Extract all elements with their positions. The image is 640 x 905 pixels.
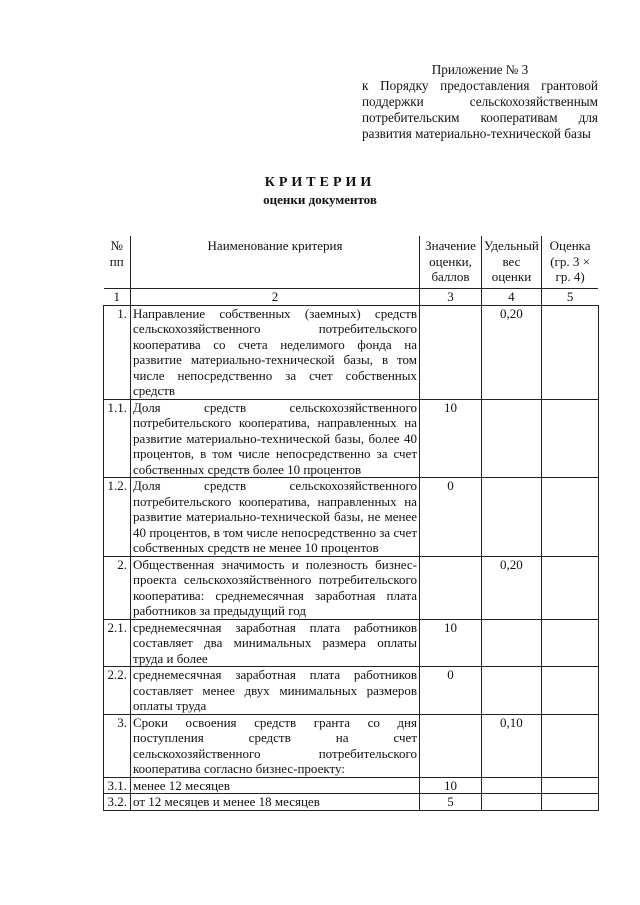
row-number: 3.2.	[104, 794, 131, 811]
weight-value	[482, 619, 542, 667]
table-row	[104, 619, 599, 667]
appendix-block	[362, 62, 598, 142]
column-number: 2	[131, 289, 420, 306]
column-number: 4	[482, 289, 542, 306]
column-number: 3	[420, 289, 482, 306]
document-subtitle: оценки документов	[263, 192, 377, 207]
weight-value	[482, 794, 542, 811]
weight-value: 0,20	[482, 305, 542, 399]
table-row	[104, 794, 599, 811]
row-number: 2.2.	[104, 667, 131, 715]
criterion-name: от 12 месяцев и менее 18 месяцев	[131, 794, 420, 811]
row-number: 1.2.	[104, 478, 131, 557]
row-number: 2.1.	[104, 619, 131, 667]
result-value	[541, 777, 598, 794]
column-number: 5	[541, 289, 598, 306]
table-row	[104, 399, 599, 478]
row-number: 2.	[104, 556, 131, 619]
result-value	[541, 794, 598, 811]
table-row	[104, 305, 599, 399]
weight-value: 0,20	[482, 556, 542, 619]
criterion-name: среднемесячная заработная плата работников составляет два минимальных размера оплаты труда и более	[131, 619, 420, 667]
criterion-name: среднемесячная заработная плата работников составляет менее двух минимальных размеров оплаты труда	[131, 667, 420, 715]
row-number: 3.	[104, 714, 131, 777]
result-value	[541, 714, 598, 777]
appendix-text: к Порядку предоставления грантовой поддержки сельскохозяйственным потребительским кооперативам для развития материально-технической базы	[362, 78, 598, 141]
result-value	[541, 556, 598, 619]
weight-value: 0,10	[482, 714, 542, 777]
criterion-name: Направление собственных (заемных) средств сельскохозяйственного потребительского кооператива со счета неделимого фонда на развитие материально-технической базы, в том числе непосредственно за счет собственных средств	[131, 305, 420, 399]
score-value	[420, 556, 482, 619]
result-value	[541, 399, 598, 478]
header-weight: Удельный вес оценки	[482, 236, 542, 289]
weight-value	[482, 777, 542, 794]
result-value	[541, 478, 598, 557]
weight-value	[482, 478, 542, 557]
header-score: Значение оценки, баллов	[420, 236, 482, 289]
table-row	[104, 556, 599, 619]
header-name: Наименование критерия	[131, 236, 420, 289]
score-value: 10	[420, 619, 482, 667]
table-header-row	[104, 236, 599, 289]
criterion-name: Общественная значимость и полезность бизнес-проекта сельскохозяйственного потребительского кооператива: среднемесячная заработная плата работников за предыдущий год	[131, 556, 420, 619]
row-number: 3.1.	[104, 777, 131, 794]
column-number-row	[104, 289, 599, 306]
column-number: 1	[104, 289, 131, 306]
table-row	[104, 777, 599, 794]
document-title: КРИТЕРИИ	[264, 175, 376, 190]
result-value	[541, 667, 598, 715]
row-number: 1.	[104, 305, 131, 399]
result-value	[541, 619, 598, 667]
score-value: 10	[420, 777, 482, 794]
score-value: 0	[420, 667, 482, 715]
weight-value	[482, 667, 542, 715]
result-value	[541, 305, 598, 399]
score-value: 5	[420, 794, 482, 811]
criterion-name: Сроки освоения средств гранта со дня поступления средств на счет сельскохозяйственного потребительского кооператива согласно бизнес-проекту:	[131, 714, 420, 777]
score-value	[420, 305, 482, 399]
header-num: № пп	[104, 236, 131, 289]
criterion-name: менее 12 месяцев	[131, 777, 420, 794]
table-row	[104, 478, 599, 557]
criterion-name: Доля средств сельскохозяйственного потребительского кооператива, направленных на развитие материально-технической базы, более 40 процентов, в том числе непосредственно за счет собственных средств более 10 процентов	[131, 399, 420, 478]
criterion-name: Доля средств сельскохозяйственного потребительского кооператива, направленных на развитие материально-технической базы, не менее 40 процентов, в том числе непосредственно за счет собственных средств не менее 10 процентов	[131, 478, 420, 557]
score-value: 0	[420, 478, 482, 557]
row-number: 1.1.	[104, 399, 131, 478]
appendix-number: Приложение № 3	[431, 62, 529, 77]
table-row	[104, 714, 599, 777]
weight-value	[482, 399, 542, 478]
score-value	[420, 714, 482, 777]
header-result: Оценка (гр. 3 × гр. 4)	[541, 236, 598, 289]
criteria-table	[103, 236, 599, 811]
table-row	[104, 667, 599, 715]
score-value: 10	[420, 399, 482, 478]
